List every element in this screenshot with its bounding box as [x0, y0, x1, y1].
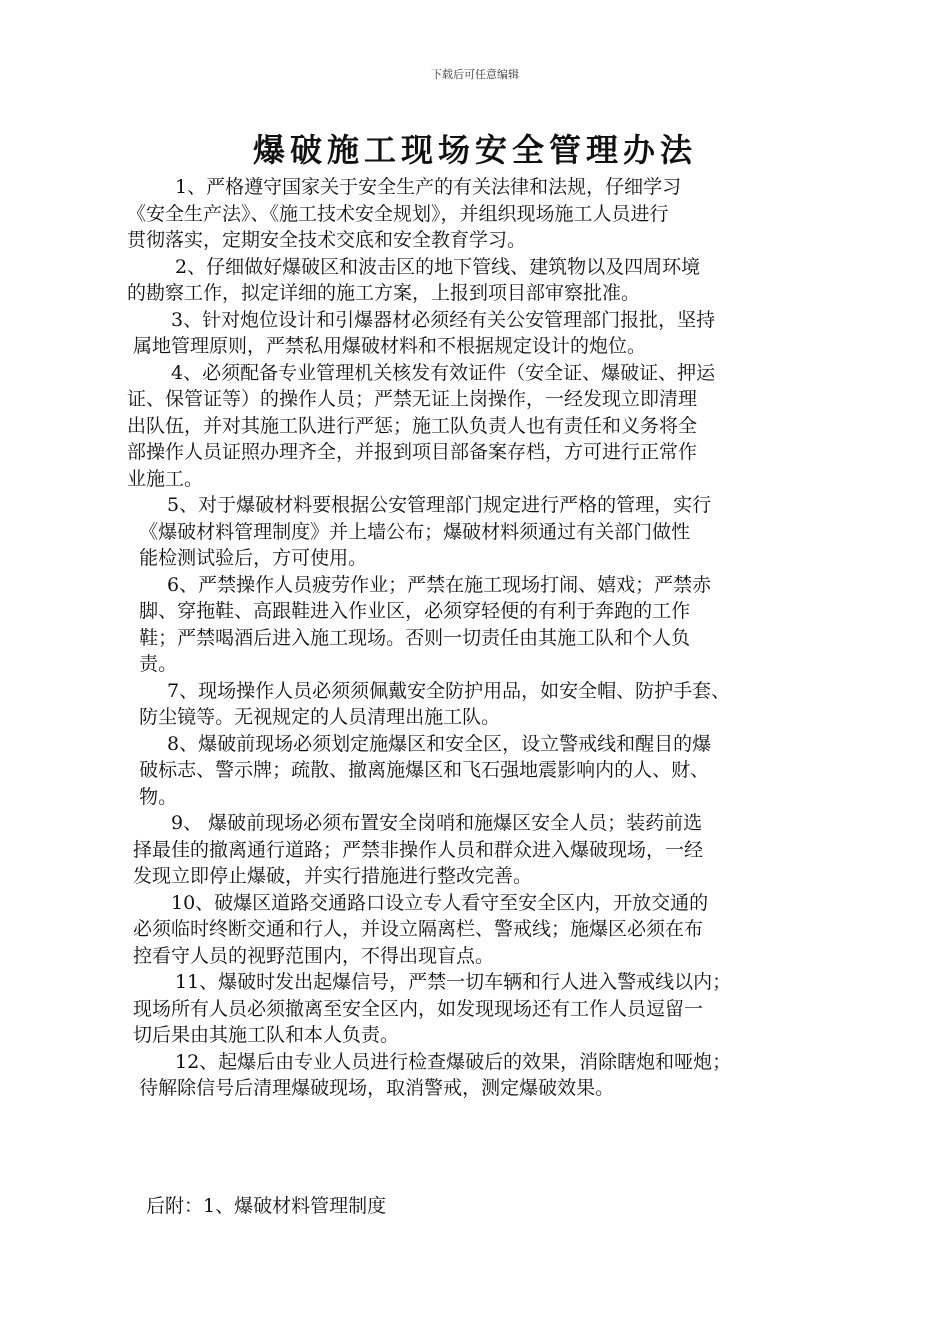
clause-paragraph: [127, 174, 827, 254]
clause-paragraph: [127, 1049, 827, 1102]
page-title: 爆破施工现场安全管理办法: [252, 131, 697, 169]
clause-line: 责。: [127, 653, 178, 675]
clause-line: 择最佳的撤离通行道路；严禁非操作人员和群众进入爆破现场，一经: [127, 838, 704, 861]
clause-paragraph: [127, 572, 827, 678]
clause-paragraph: [127, 890, 827, 970]
clause-line: 2、仔细做好爆破区和波击区的地下管线、建筑物以及四周环境: [175, 255, 701, 278]
clause-line: 部操作人员证照办理齐全，并报到项目部备案存档，方可进行正常作: [127, 441, 698, 463]
clause-line: 《爆破材料管理制度》并上墙公布；爆破材料须通过有关部门做性: [127, 520, 691, 543]
clause-line: 发现立即停止爆破，并实行措施进行整改完善。: [127, 865, 533, 887]
clause-line: 6、严禁操作人员疲劳作业；严禁在施工现场打闹、嬉戏；严禁赤: [167, 573, 712, 596]
clause-line: 《安全生产法》、《施工技术安全规划》，并组织现场施工人员进行: [127, 202, 669, 225]
clause-line: 能检测试验后，方可使用。: [127, 547, 368, 569]
clause-line: 切后果由其施工队和本人负责。: [127, 1024, 400, 1046]
clause-line: 3、针对炮位设计和引爆器材必须经有关公安管理部门报批，坚持: [171, 308, 716, 331]
document-body: [127, 174, 827, 1102]
clause-line: 鞋；严禁喝酒后进入施工现场。否则一切责任由其施工队和个人负: [127, 626, 691, 649]
clause-line: 10、破爆区道路交通路口设立专人看守至安全区内，开放交通的: [171, 891, 709, 914]
clause-line: 4、必须配备专业管理机关核发有效证件（安全证、爆破证、押运: [171, 361, 716, 384]
clause-line: 1、严格遵守国家关于安全生产的有关法律和法规，仔细学习: [175, 176, 682, 198]
clause-line: 破标志、警示牌；疏散、撤离施爆区和飞石强地震影响内的人、财、: [127, 759, 710, 781]
clause-line: 的勘察工作，拟定详细的施工方案，上报到项目部审察批准。: [127, 282, 641, 304]
clause-line: 证、保管证等）的操作人员；严禁无证上岗操作，一经发现立即清理: [127, 388, 698, 410]
header-note: 下载后可任意编辑: [431, 68, 519, 81]
clause-paragraph: [127, 307, 827, 360]
clause-line: 必须临时终断交通和行人，并设立隔离栏、警戒线；施爆区必须在布: [127, 918, 704, 940]
clause-line: 脚、穿拖鞋、高跟鞋进入作业区，必须穿轻便的有利于奔跑的工作: [127, 600, 691, 622]
clause-paragraph: [127, 678, 827, 731]
clause-paragraph: [127, 810, 827, 890]
clause-paragraph: [127, 254, 827, 307]
clause-line: 9、 爆破前现场必须布置安全岗哨和施爆区安全人员；装药前选: [171, 812, 703, 834]
clause-line: 8、爆破前现场必须划定施爆区和安全区，设立警戒线和醒目的爆: [167, 732, 712, 755]
clause-line: 现场所有人员必须撤离至安全区内，如发现现场还有工作人员逗留一: [127, 997, 704, 1020]
clause-line: 12、起爆后由专业人员进行检查爆破后的效果，消除瞎炮和哑炮；: [175, 1050, 732, 1073]
clause-paragraph: [127, 969, 827, 1049]
clause-line: 控看守人员的视野范围内，不得出现盲点。: [127, 944, 495, 967]
appendix-note: 后附：1、爆破材料管理制度: [146, 1195, 387, 1217]
clause-line: 业施工。: [127, 467, 204, 490]
clause-paragraph: [127, 492, 827, 572]
clause-line: 7、现场操作人员必须须佩戴安全防护用品，如安全帽、防护手套、: [167, 679, 731, 702]
clause-line: 11、爆破时发出起爆信号，严禁一切车辆和行人进入警戒线以内；: [175, 971, 732, 993]
clause-line: 防尘镜等。无视规定的人员清理出施工队。: [127, 706, 501, 728]
clause-line: 5、对于爆破材料要根据公安管理部门规定进行严格的管理，实行: [167, 494, 712, 516]
clause-paragraph: [127, 731, 827, 811]
clause-paragraph: [127, 360, 827, 493]
clause-line: 物。: [127, 785, 178, 808]
clause-line: 贯彻落实，定期安全技术交底和安全教育学习。: [127, 229, 527, 251]
clause-line: 出队伍，并对其施工队进行严惩；施工队负责人也有责任和义务将全: [127, 414, 698, 437]
clause-line: 属地管理原则，严禁私用爆破材料和不根据规定设计的炮位。: [127, 335, 647, 357]
clause-line: 待解除信号后清理爆破现场，取消警戒，测定爆破效果。: [127, 1077, 615, 1099]
